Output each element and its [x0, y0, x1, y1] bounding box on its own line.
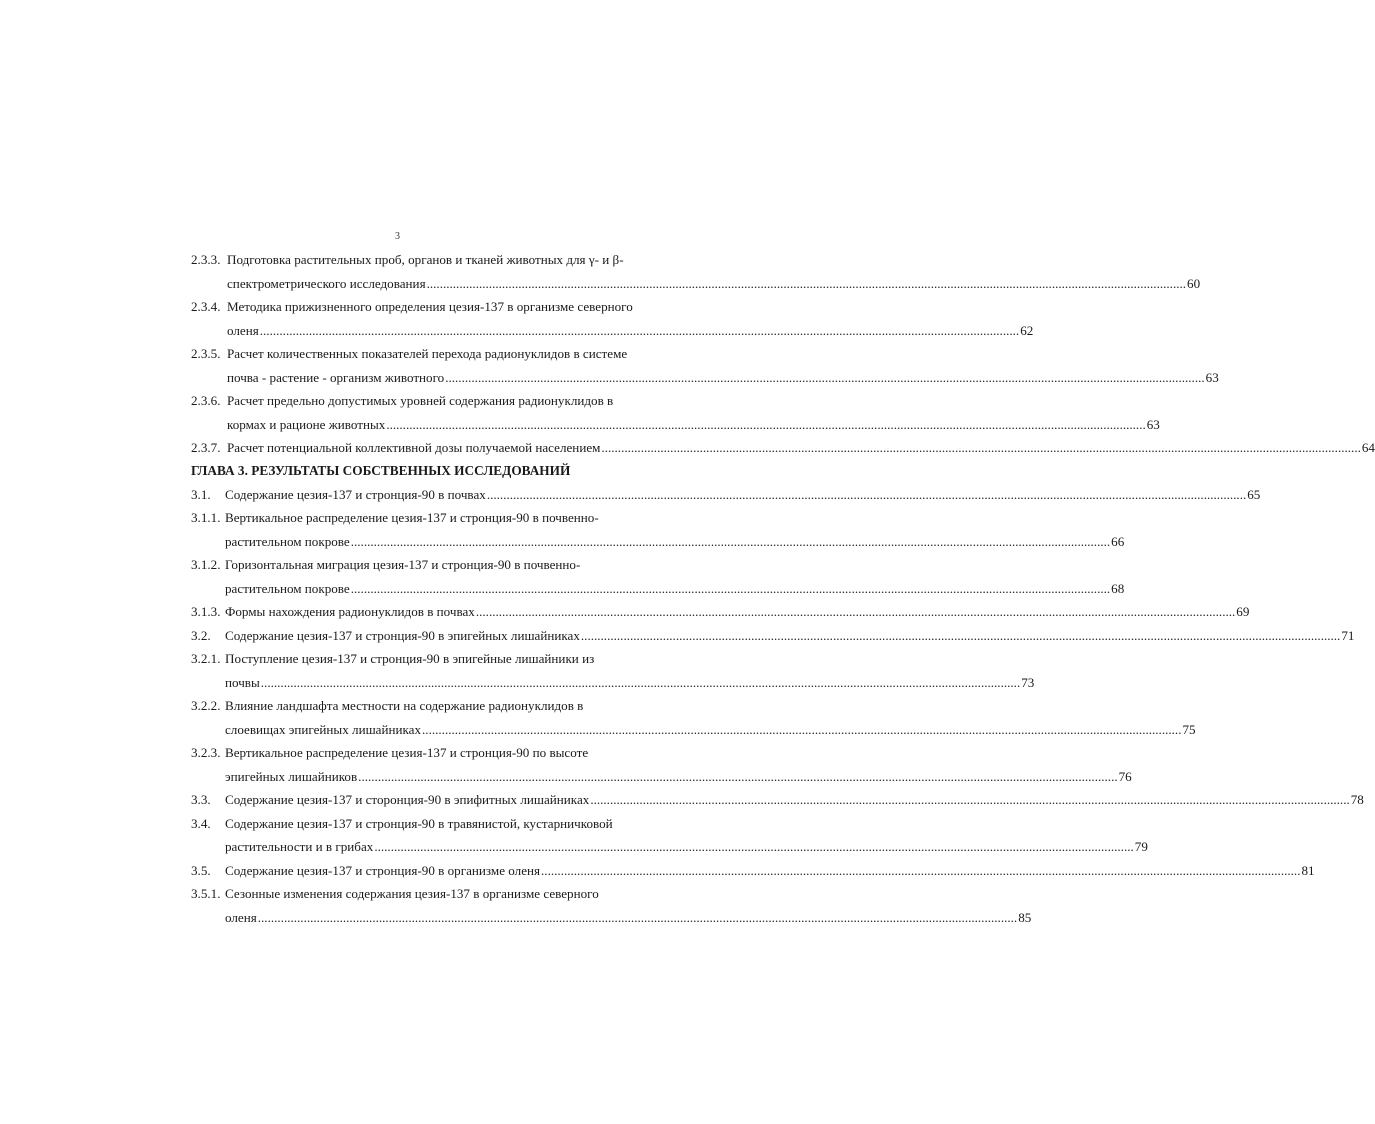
- entry-number: 3.2.1.: [191, 651, 221, 666]
- page-number: 3: [395, 231, 400, 242]
- entry-title: Поступление цезия-137 и стронция-90 в эпигейные лишайники из: [225, 651, 595, 666]
- entry-number: 3.2.: [191, 627, 211, 643]
- entry-number: 3.3.: [191, 792, 211, 807]
- entry-page: 75: [1182, 721, 1196, 737]
- entry-title-cont: растительном покрове: [225, 533, 350, 549]
- toc-entry-3-1-3: [191, 600, 1250, 624]
- entry-title-cont: растительном покрове: [225, 580, 350, 596]
- toc-entry-3-2-1: [191, 647, 640, 671]
- dot-leader: [422, 718, 1181, 742]
- dot-leader: [351, 577, 1110, 601]
- dot-leader: [258, 906, 1017, 930]
- entry-title-cont: слоевищах эпигейных лишайниках: [225, 721, 422, 737]
- toc-entry-3-1-1: [191, 506, 640, 530]
- entry-number: 3.5.1.: [191, 886, 221, 901]
- entry-page: 78: [1350, 792, 1364, 807]
- toc-entry-3-2-3: [191, 741, 640, 765]
- entry-number: 2.3.3.: [191, 252, 221, 267]
- toc-entry-3-4: [191, 812, 640, 836]
- entry-page: 69: [1236, 604, 1250, 619]
- entry-number: 3.2.2.: [191, 698, 221, 713]
- entry-title-cont: почва - растение - организм животного: [227, 369, 445, 385]
- dot-leader: [601, 436, 1360, 460]
- entry-page: 65: [1247, 486, 1261, 502]
- entry-title: Содержание цезия-137 и стронция-90 в организме оленя: [225, 862, 541, 878]
- dot-leader: [261, 671, 1020, 695]
- entry-number: 2.3.5.: [191, 346, 221, 361]
- entry-title: Формы нахождения радионуклидов в почвах: [225, 604, 475, 619]
- dot-leader: [541, 859, 1300, 883]
- entry-page: 64: [1361, 440, 1375, 455]
- entry-page: 81: [1301, 862, 1315, 878]
- entry-title-cont: оленя: [227, 322, 259, 338]
- toc-entry-3-5-1: [191, 882, 640, 906]
- toc-entry-2-3-5: [191, 342, 640, 366]
- toc-entry-3-1-2: [191, 553, 640, 577]
- toc-entry-2-3-5-cont: [191, 366, 1219, 390]
- entry-number: 3.1.: [191, 486, 211, 502]
- toc-entry-2-3-3-cont: [191, 272, 1201, 296]
- dot-leader: [427, 272, 1186, 296]
- entry-title-cont: кормах и рационе животных: [227, 416, 386, 432]
- entry-title-cont: оленя: [225, 909, 257, 925]
- dot-leader: [581, 624, 1340, 648]
- dot-leader: [351, 530, 1110, 554]
- chapter-heading: [191, 459, 640, 483]
- toc-entry-3-1: [191, 483, 1261, 507]
- entry-title: Содержание цезия-137 и стронция-90 в эпигейных лишайниках: [225, 627, 580, 643]
- entry-page: 73: [1021, 674, 1035, 690]
- chapter-title: ГЛАВА 3. РЕЗУЛЬТАТЫ СОБСТВЕННЫХ ИССЛЕДОВАНИЙ: [191, 462, 571, 478]
- toc-entry-3-2-2-cont: [191, 718, 1196, 742]
- entry-title: Расчет количественных показателей перехода радионуклидов в системе: [227, 346, 628, 361]
- entry-title-cont: почвы: [225, 674, 260, 690]
- entry-number: 3.1.3.: [191, 604, 221, 619]
- entry-page: 76: [1118, 768, 1132, 784]
- toc-entry-3-1-1-cont: [191, 530, 1125, 554]
- toc-entry-3-1-2-cont: [191, 577, 1125, 601]
- toc-entry-3-2: [191, 624, 1355, 648]
- dot-leader: [386, 413, 1145, 437]
- toc-entry-3-4-cont: [191, 835, 1148, 859]
- toc-entry-2-3-6-cont: [191, 413, 1160, 437]
- entry-title: Вертикальное распределение цезия-137 и стронция-90 по высоте: [225, 745, 589, 760]
- entry-page: 66: [1111, 533, 1125, 549]
- entry-number: 3.4.: [191, 815, 211, 831]
- entry-title: Подготовка растительных проб, органов и тканей животных для γ- и β-: [227, 252, 624, 267]
- entry-page: 71: [1341, 627, 1355, 643]
- entry-page: 62: [1020, 322, 1034, 338]
- dot-leader: [445, 366, 1204, 390]
- toc-entry-2-3-3: [191, 248, 640, 272]
- entry-number: 2.3.7.: [191, 440, 221, 455]
- entry-title-cont: спектрометрического исследования: [227, 275, 426, 291]
- entry-title: Вертикальное распределение цезия-137 и стронция-90 в почвенно-: [225, 510, 599, 525]
- entry-page: 63: [1146, 416, 1160, 432]
- entry-number: 2.3.6.: [191, 393, 221, 408]
- toc-entry-3-3: [191, 788, 1364, 812]
- dot-leader: [590, 788, 1349, 812]
- entry-title-cont: эпигейных лишайников: [225, 768, 358, 784]
- toc-entry-3-2-2: [191, 694, 640, 718]
- entry-number: 3.1.1.: [191, 510, 221, 525]
- toc-entry-3-5: [191, 859, 1315, 883]
- entry-page: 68: [1111, 580, 1125, 596]
- table-of-contents: [191, 248, 1375, 929]
- entry-page: 63: [1205, 369, 1219, 385]
- dot-leader: [476, 600, 1235, 624]
- entry-title: Расчет потенциальной коллективной дозы получаемой населением: [227, 440, 601, 455]
- entry-title: Сезонные изменения содержания цезия-137 в организме северного: [225, 886, 599, 901]
- entry-page: 79: [1134, 839, 1148, 854]
- toc-entry-3-5-1-cont: [191, 906, 1032, 930]
- entry-page: 60: [1187, 275, 1201, 291]
- toc-entry-2-3-4: [191, 295, 640, 319]
- dot-leader: [374, 835, 1133, 859]
- entry-title: Методика прижизненного определения цезия-137 в организме северного: [227, 299, 633, 314]
- toc-entry-2-3-6: [191, 389, 640, 413]
- toc-entry-3-2-1-cont: [191, 671, 1035, 695]
- entry-number: 3.5.: [191, 862, 211, 878]
- entry-number: 3.1.2.: [191, 557, 221, 572]
- entry-title-cont: растительности и в грибах: [225, 839, 374, 854]
- toc-entry-2-3-7: [191, 436, 1375, 460]
- dot-leader: [487, 483, 1246, 507]
- entry-number: 3.2.3.: [191, 745, 221, 760]
- toc-entry-3-2-3-cont: [191, 765, 1132, 789]
- entry-title: Горизонтальная миграция цезия-137 и стронция-90 в почвенно-: [225, 557, 581, 572]
- entry-title: Расчет предельно допустимых уровней содержания радионуклидов в: [227, 393, 614, 408]
- dot-leader: [358, 765, 1117, 789]
- entry-title: Содержание цезия-137 и сторонция-90 в эпифитных лишайниках: [225, 792, 590, 807]
- entry-number: 2.3.4.: [191, 299, 221, 314]
- dot-leader: [260, 319, 1019, 343]
- toc-entry-2-3-4-cont: [191, 319, 1034, 343]
- entry-title: Содержание цезия-137 и стронция-90 в травянистой, кустарничковой: [225, 815, 613, 831]
- entry-title: Влияние ландшафта местности на содержание радионуклидов в: [225, 698, 584, 713]
- entry-page: 85: [1018, 909, 1032, 925]
- entry-title: Содержание цезия-137 и стронция-90 в почвах: [225, 486, 486, 502]
